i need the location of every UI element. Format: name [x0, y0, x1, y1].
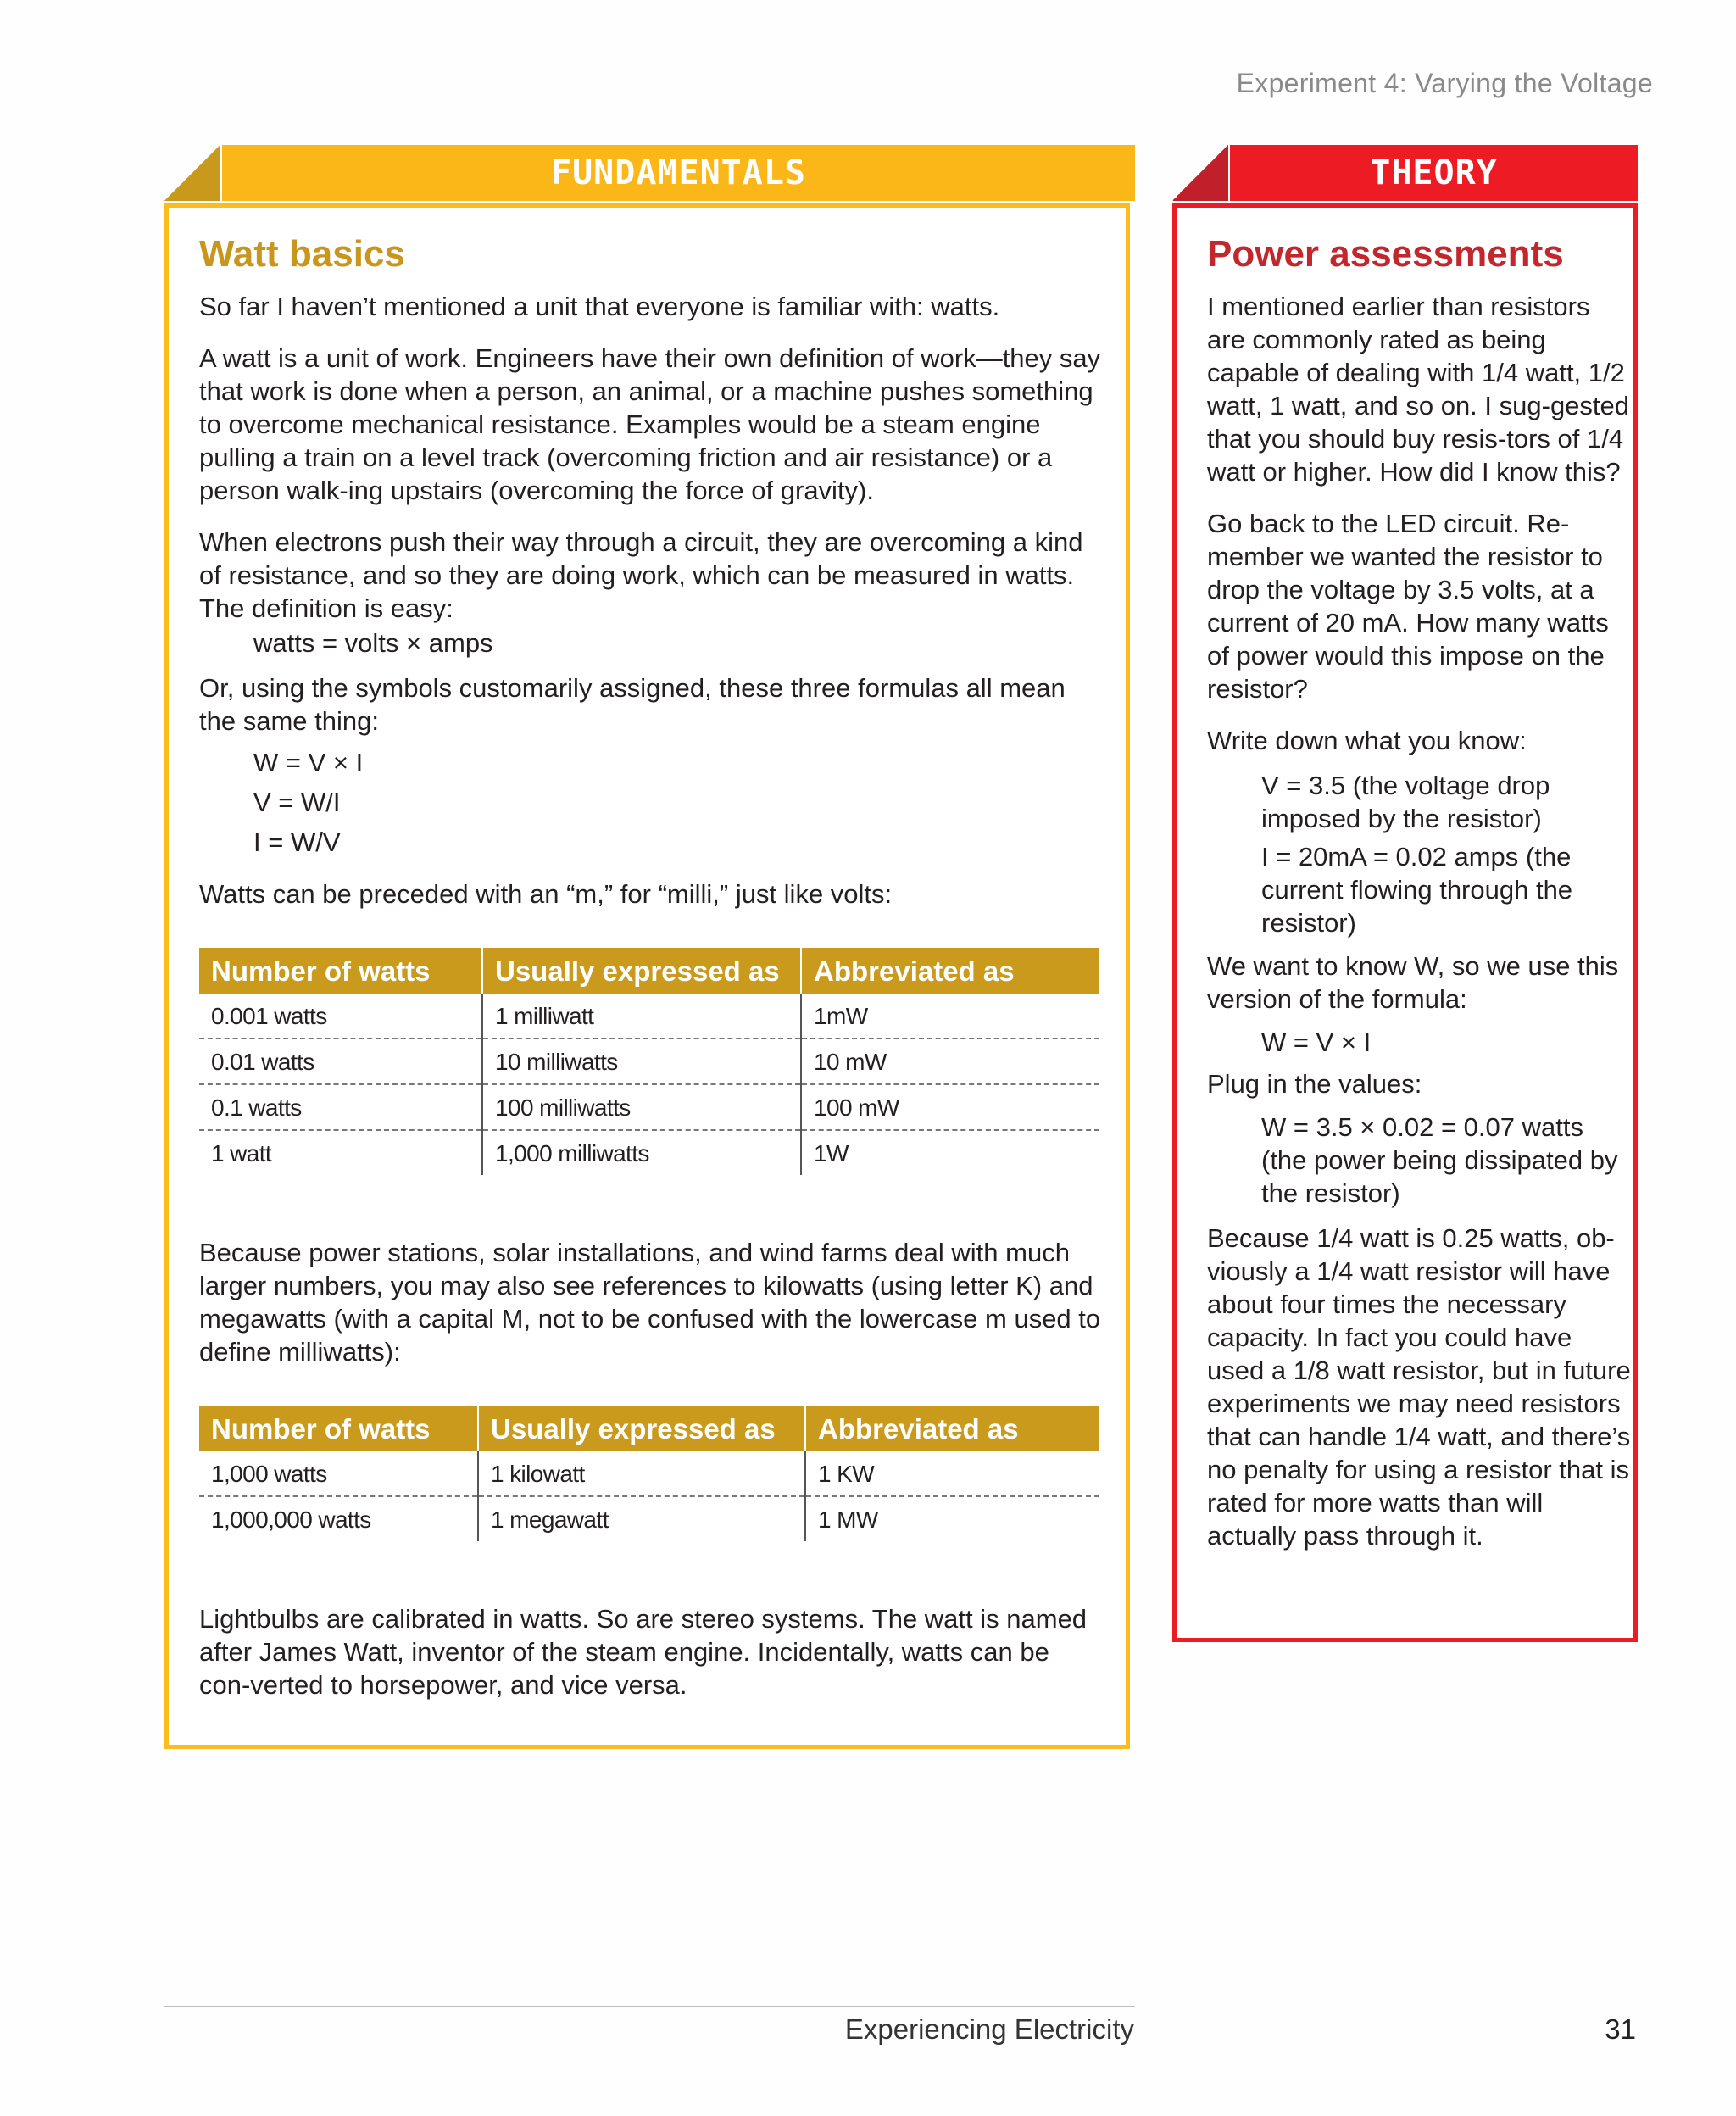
table-header-cell: Usually expressed as — [482, 948, 801, 994]
formula-list — [253, 743, 1106, 862]
table-header-cell: Abbreviated as — [801, 948, 1099, 994]
table-cell: 1 MW — [818, 1506, 878, 1533]
fundamentals-content — [199, 232, 1106, 1720]
fundamentals-title: Watt basics — [199, 233, 405, 275]
formula: I = W/V — [253, 827, 341, 857]
paragraph: I mentioned earlier than resistors are commonly rated as being capable of dealing with 1/4 watt, 1/2 watt, 1 watt, and so on. I sug-gested that you should buy resis-tors of 1/4 watt or higher. How did I know this? — [1207, 292, 1630, 487]
theory-tab-corner — [1172, 145, 1228, 201]
paragraph: So far I haven’t mentioned a unit that everyone is familiar with: watts. — [199, 292, 1000, 321]
table-cell: 0.01 watts — [199, 1039, 482, 1084]
formula: V = 3.5 (the voltage drop imposed by the resistor) — [1261, 771, 1550, 833]
paragraph: Because 1/4 watt is 0.25 watts, ob-viously a 1/4 watt resistor will have about four times the necessary capacity. In fact you could have used a 1/8 watt resistor, but in future experiments we may need resistors that can handle 1/4 watt, and there’s no penalty for using a resistor that is rated for more watts than will actually pass through it. — [1207, 1223, 1631, 1551]
running-head: Experiment 4: Varying the Voltage — [1236, 68, 1653, 98]
table-row — [199, 1039, 1099, 1084]
table-cell: 1,000,000 watts — [199, 1496, 478, 1541]
paragraph: A watt is a unit of work. Engineers have their own definition of work—they say that work is done when a person, an animal, or a machine pushes something to overcome mechanical resistance. Examples would be a steam engine pulling a train on a level track (overcoming friction and air resistance) or a person walk-ing upstairs (overcoming the force of gravity). — [199, 343, 1101, 505]
paragraph: Or, using the symbols customarily assigned, these three formulas all mean the same thing: — [199, 673, 1066, 736]
formula: W = 3.5 × 0.02 = 0.07 watts (the power being dissipated by the resistor) — [1261, 1112, 1618, 1208]
milliwatts-table — [199, 948, 1099, 1175]
table-cell: 100 mW — [801, 1084, 1099, 1130]
table-header-cell: Number of watts — [199, 1406, 478, 1451]
table-cell: 1mW — [801, 994, 1099, 1039]
table-cell: 10 milliwatts — [482, 1039, 801, 1084]
table-header-cell: Abbreviated as — [805, 1406, 1099, 1451]
table-header-cell: Usually expressed as — [478, 1406, 805, 1451]
formula: W = V × I — [253, 748, 364, 777]
paragraph: Lightbulbs are calibrated in watts. So are stereo systems. The watt is named after James Watt, inventor of the steam engine. Incidentally, watts can be con-verted to horsepower, and vice versa. — [199, 1604, 1088, 1700]
theory-title: Power assessments — [1207, 233, 1564, 275]
table-row — [199, 1451, 1099, 1496]
page-number: 31 — [1605, 2013, 1636, 2045]
table-cell: 1W — [814, 1139, 849, 1167]
footer-rule — [164, 2006, 1135, 2007]
table-cell: 100 milliwatts — [482, 1084, 801, 1130]
table-cell: 0.001 watts — [199, 994, 482, 1039]
kilowatts-table — [199, 1406, 1099, 1541]
table-cell: 1 watt — [199, 1130, 482, 1175]
paragraph: Go back to the LED circuit. Re-member we wanted the resistor to drop the voltage by 3.5 volts, at a current of 20 mA. How many watts of power would this impose on the resistor? — [1207, 509, 1609, 704]
table-row — [199, 1496, 1099, 1541]
formula: I = 20mA = 0.02 amps (the current flowing through the resistor) — [1261, 842, 1573, 938]
table-cell: 0.1 watts — [199, 1084, 482, 1130]
formula-words: watts = volts × amps — [253, 628, 493, 658]
table-cell: 1 KW — [805, 1451, 1099, 1496]
paragraph: Watts can be preceded with an “m,” for “milli,” just like volts: — [199, 879, 893, 909]
formula: V = W/I — [253, 788, 341, 817]
paragraph: We want to know W, so we use this version of the formula: — [1207, 951, 1619, 1014]
footer-book-title: Experiencing Electricity — [844, 2013, 1134, 2045]
table-header-cell: Number of watts — [199, 948, 482, 994]
theory-header: THEORY — [1230, 145, 1638, 201]
table-cell: 1,000 watts — [199, 1451, 478, 1496]
table-row — [199, 994, 1099, 1039]
fundamentals-tab-corner — [164, 145, 220, 201]
table-header-row — [199, 948, 1099, 994]
paragraph: Write down what you know: — [1207, 726, 1527, 755]
table-cell: 1 kilowatt — [478, 1451, 805, 1496]
table-row — [199, 1130, 1099, 1175]
table-row — [199, 1084, 1099, 1130]
table-cell: 1,000 milliwatts — [482, 1130, 801, 1175]
table-cell: 10 mW — [801, 1039, 1099, 1084]
table-cell: 1 megawatt — [478, 1496, 805, 1541]
paragraph: When electrons push their way through a circuit, they are overcoming a kind of resistance, and so they are doing work, which can be measured in watts. The definition is easy: — [199, 527, 1083, 623]
table-header-row — [199, 1406, 1099, 1451]
theory-content — [1207, 232, 1631, 1571]
paragraph: Because power stations, solar installations, and wind farms deal with much larger numbers, you may also see references to kilowatts (using letter K) and megawatts (with a capital M, not to be confused with the lowercase m used to define milliwatts): — [199, 1238, 1101, 1367]
fundamentals-header: FUNDAMENTALS — [222, 145, 1135, 201]
paragraph: Plug in the values: — [1207, 1069, 1422, 1099]
formula: W = V × I — [1261, 1027, 1372, 1057]
table-cell: 1 milliwatt — [482, 994, 801, 1039]
